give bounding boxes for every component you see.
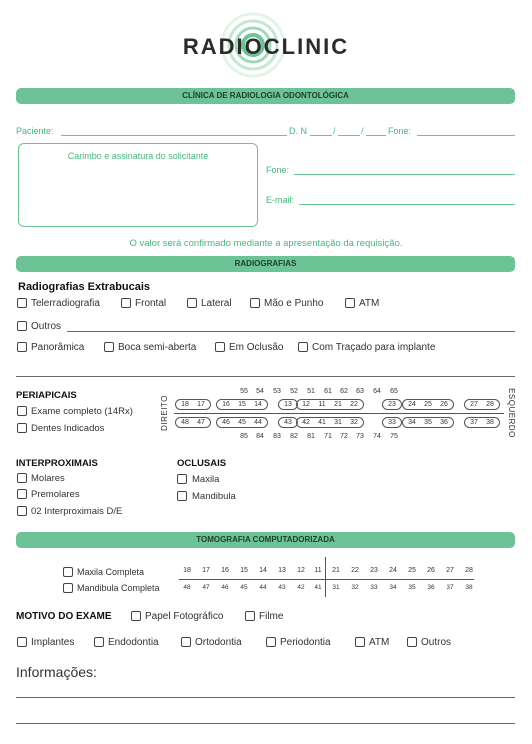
mao-e-punho-label: Mão e Punho bbox=[264, 298, 324, 309]
oclusais-title: OCLUSAIS bbox=[177, 458, 227, 469]
filme-checkbox[interactable] bbox=[245, 611, 255, 621]
tomo-divider-v bbox=[325, 557, 326, 597]
panoramica-checkbox[interactable] bbox=[17, 342, 27, 352]
endodontia-purpose-checkbox[interactable] bbox=[94, 637, 104, 647]
tomo-tooth-15[interactable]: 15 bbox=[240, 567, 248, 574]
tomo-tooth-14[interactable]: 14 bbox=[259, 567, 267, 574]
com-tracado-para-implante-label: Com Traçado para implante bbox=[312, 342, 436, 353]
tomo-tooth-17[interactable]: 17 bbox=[202, 567, 210, 574]
tooth-group[interactable] bbox=[296, 399, 364, 410]
atm-purpose-checkbox[interactable] bbox=[355, 637, 365, 647]
tomo-tooth-44[interactable]: 44 bbox=[259, 584, 267, 591]
tooth-group[interactable] bbox=[296, 417, 364, 428]
tooth-15[interactable]: 15 bbox=[238, 401, 246, 408]
outros-line[interactable] bbox=[67, 331, 515, 332]
implantes-purpose-label: Implantes bbox=[31, 637, 75, 648]
tooth-44[interactable]: 44 bbox=[254, 419, 262, 426]
em-oclusao-label: Em Oclusão bbox=[229, 342, 284, 353]
clinic-title-bar: CLÍNICA DE RADIOLOGIA ODONTOLÓGICA bbox=[16, 88, 515, 104]
tomografia-bar: TOMOGRAFIA COMPUTADORIZADA bbox=[16, 532, 515, 548]
maxila-checkbox[interactable] bbox=[177, 474, 187, 484]
interproximais-title: INTERPROXIMAIS bbox=[16, 458, 98, 469]
tomo-tooth-13[interactable]: 13 bbox=[278, 567, 286, 574]
deciduous-tooth-85[interactable]: 85 bbox=[240, 433, 248, 440]
dn-slash-1: / bbox=[333, 126, 336, 136]
deciduous-tooth-64[interactable]: 64 bbox=[373, 388, 381, 395]
tooth-23[interactable]: 23 bbox=[388, 401, 396, 408]
mandibula-completa-label: Mandibula Completa bbox=[77, 583, 160, 593]
premolares-checkbox[interactable] bbox=[17, 489, 27, 499]
deciduous-tooth-73[interactable]: 73 bbox=[356, 433, 364, 440]
dentes-indicados-label: Dentes Indicados bbox=[31, 423, 105, 434]
tooth-12[interactable]: 12 bbox=[302, 401, 310, 408]
mandibula-checkbox[interactable] bbox=[177, 491, 187, 501]
implantes-purpose-checkbox[interactable] bbox=[17, 637, 27, 647]
deciduous-tooth-54[interactable]: 54 bbox=[256, 388, 264, 395]
stamp-box[interactable] bbox=[18, 143, 258, 227]
tooth-28[interactable]: 28 bbox=[486, 401, 494, 408]
fone-label: Fone: bbox=[388, 126, 412, 136]
direito-label: DIREITO bbox=[160, 395, 169, 431]
deciduous-tooth-53[interactable]: 53 bbox=[273, 388, 281, 395]
section-divider bbox=[16, 376, 515, 377]
maxila-label: Maxila bbox=[192, 474, 220, 485]
maxila-completa-checkbox[interactable] bbox=[63, 567, 73, 577]
tooth-38[interactable]: 38 bbox=[486, 419, 494, 426]
dn-month-line[interactable] bbox=[338, 135, 360, 136]
tomo-tooth-47[interactable]: 47 bbox=[202, 584, 210, 591]
tooth-35[interactable]: 35 bbox=[424, 419, 432, 426]
dn-year-line[interactable] bbox=[366, 135, 386, 136]
deciduous-tooth-65[interactable]: 65 bbox=[390, 388, 398, 395]
tooth-group[interactable] bbox=[402, 417, 454, 428]
tomo-tooth-24[interactable]: 24 bbox=[389, 567, 397, 574]
tomo-tooth-46[interactable]: 46 bbox=[221, 584, 229, 591]
outros-checkbox[interactable] bbox=[17, 321, 27, 331]
tooth-47[interactable]: 47 bbox=[197, 419, 205, 426]
tooth-group[interactable] bbox=[464, 399, 500, 410]
exame-completo-checkbox[interactable] bbox=[17, 406, 27, 416]
deciduous-tooth-72[interactable]: 72 bbox=[340, 433, 348, 440]
mao-e-punho-checkbox[interactable] bbox=[250, 298, 260, 308]
deciduous-tooth-63[interactable]: 63 bbox=[356, 388, 364, 395]
periodontia-purpose-label: Periodontia bbox=[280, 637, 331, 648]
tooth-46[interactable]: 46 bbox=[222, 419, 230, 426]
deciduous-tooth-62[interactable]: 62 bbox=[340, 388, 348, 395]
tooth-group[interactable] bbox=[278, 417, 298, 428]
deciduous-tooth-71[interactable]: 71 bbox=[324, 433, 332, 440]
tomo-tooth-23[interactable]: 23 bbox=[370, 567, 378, 574]
extrabucais-title: Radiografias Extrabucais bbox=[18, 281, 151, 293]
tomo-tooth-12[interactable]: 12 bbox=[297, 567, 305, 574]
02-interproximais-d-e-label: 02 Interproximais D/E bbox=[31, 506, 123, 517]
info-line-1[interactable] bbox=[16, 697, 515, 698]
tooth-37[interactable]: 37 bbox=[470, 419, 478, 426]
telerradiografia-label: Telerradiografia bbox=[31, 298, 100, 309]
tooth-32[interactable]: 32 bbox=[350, 419, 358, 426]
mandibula-label: Mandibula bbox=[192, 491, 236, 502]
logo bbox=[160, 10, 372, 80]
dn-day-line[interactable] bbox=[310, 135, 332, 136]
teeth-divider bbox=[174, 413, 504, 414]
tomo-tooth-21[interactable]: 21 bbox=[332, 567, 340, 574]
tomo-tooth-25[interactable]: 25 bbox=[408, 567, 416, 574]
tooth-group[interactable] bbox=[175, 399, 211, 410]
dn-slash-2: / bbox=[361, 126, 364, 136]
tomo-tooth-36[interactable]: 36 bbox=[427, 584, 435, 591]
tomo-tooth-22[interactable]: 22 bbox=[351, 567, 359, 574]
outros-purpose-label: Outros bbox=[421, 637, 452, 648]
deciduous-tooth-61[interactable]: 61 bbox=[324, 388, 332, 395]
frontal-label: Frontal bbox=[135, 298, 167, 309]
tooth-14[interactable]: 14 bbox=[254, 401, 262, 408]
tooth-43[interactable]: 43 bbox=[284, 419, 292, 426]
tomo-tooth-18[interactable]: 18 bbox=[183, 567, 191, 574]
tomo-tooth-41[interactable]: 41 bbox=[314, 584, 322, 591]
fone2-label: Fone: bbox=[266, 165, 290, 175]
tooth-21[interactable]: 21 bbox=[334, 401, 342, 408]
deciduous-tooth-84[interactable]: 84 bbox=[256, 433, 264, 440]
email-line[interactable] bbox=[299, 204, 515, 205]
tooth-25[interactable]: 25 bbox=[424, 401, 432, 408]
02-interproximais-d-e-checkbox[interactable] bbox=[17, 506, 27, 516]
lateral-label: Lateral bbox=[201, 298, 232, 309]
tooth-group[interactable] bbox=[382, 417, 402, 428]
patient-line[interactable] bbox=[61, 135, 287, 136]
tooth-24[interactable]: 24 bbox=[408, 401, 416, 408]
tooth-22[interactable]: 22 bbox=[350, 401, 358, 408]
tomo-tooth-16[interactable]: 16 bbox=[221, 567, 229, 574]
molares-label: Molares bbox=[31, 473, 65, 484]
deciduous-tooth-83[interactable]: 83 bbox=[273, 433, 281, 440]
tomo-tooth-48[interactable]: 48 bbox=[183, 584, 191, 591]
tooth-group[interactable] bbox=[216, 399, 268, 410]
tomo-tooth-33[interactable]: 33 bbox=[370, 584, 378, 591]
ortodontia-purpose-checkbox[interactable] bbox=[181, 637, 191, 647]
tooth-group[interactable] bbox=[402, 399, 454, 410]
deciduous-tooth-81[interactable]: 81 bbox=[307, 433, 315, 440]
dentes-indicados-checkbox[interactable] bbox=[17, 423, 27, 433]
price-note: O valor será confirmado mediante a apresentação da requisição. bbox=[129, 238, 403, 249]
tomo-tooth-34[interactable]: 34 bbox=[389, 584, 397, 591]
deciduous-tooth-74[interactable]: 74 bbox=[373, 433, 381, 440]
radiografias-bar: RADIOGRAFIAS bbox=[16, 256, 515, 272]
ortodontia-purpose-label: Ortodontia bbox=[195, 637, 242, 648]
tooth-42[interactable]: 42 bbox=[302, 419, 310, 426]
papel-fotografico-checkbox[interactable] bbox=[131, 611, 141, 621]
tooth-13[interactable]: 13 bbox=[284, 401, 292, 408]
brand-name: RADIOCLINIC bbox=[182, 34, 350, 59]
tomo-tooth-32[interactable]: 32 bbox=[351, 584, 359, 591]
deciduous-tooth-51[interactable]: 51 bbox=[307, 388, 315, 395]
lateral-checkbox[interactable] bbox=[187, 298, 197, 308]
telerradiografia-checkbox[interactable] bbox=[17, 298, 27, 308]
tomo-tooth-26[interactable]: 26 bbox=[427, 567, 435, 574]
email-label: E-mail: bbox=[266, 195, 295, 205]
periapicais-title: PERIAPICAIS bbox=[16, 390, 77, 401]
molares-checkbox[interactable] bbox=[17, 473, 27, 483]
tomo-tooth-35[interactable]: 35 bbox=[408, 584, 416, 591]
tomo-divider-h bbox=[179, 579, 474, 580]
deciduous-tooth-82[interactable]: 82 bbox=[290, 433, 298, 440]
exame-completo-label: Exame completo (14Rx) bbox=[31, 406, 133, 417]
tooth-16[interactable]: 16 bbox=[222, 401, 230, 408]
deciduous-tooth-55[interactable]: 55 bbox=[240, 388, 248, 395]
info-line-2[interactable] bbox=[16, 723, 515, 724]
tooth-group[interactable] bbox=[175, 417, 211, 428]
outros-purpose-checkbox[interactable] bbox=[407, 637, 417, 647]
fone2-line[interactable] bbox=[294, 174, 515, 175]
boca-semi-aberta-label: Boca semi-aberta bbox=[118, 342, 197, 353]
tooth-34[interactable]: 34 bbox=[408, 419, 416, 426]
tomo-tooth-11[interactable]: 11 bbox=[314, 567, 322, 574]
tooth-group[interactable] bbox=[278, 399, 298, 410]
tomo-tooth-31[interactable]: 31 bbox=[332, 584, 340, 591]
motivo-title: MOTIVO DO EXAME bbox=[16, 611, 112, 622]
tomo-tooth-45[interactable]: 45 bbox=[240, 584, 248, 591]
em-oclusao-checkbox[interactable] bbox=[215, 342, 225, 352]
outros-label: Outros bbox=[31, 321, 62, 332]
stamp-box-label: Carimbo e assinatura do solicitante bbox=[67, 151, 209, 161]
papel-fotografico-label: Papel Fotográfico bbox=[145, 611, 224, 622]
tooth-41[interactable]: 41 bbox=[318, 419, 326, 426]
tomo-tooth-37[interactable]: 37 bbox=[446, 584, 454, 591]
fone-line[interactable] bbox=[417, 135, 515, 136]
frontal-checkbox[interactable] bbox=[121, 298, 131, 308]
filme-label: Filme bbox=[259, 611, 284, 622]
tomo-tooth-42[interactable]: 42 bbox=[297, 584, 305, 591]
tooth-33[interactable]: 33 bbox=[388, 419, 396, 426]
tooth-18[interactable]: 18 bbox=[181, 401, 189, 408]
panoramica-label: Panorâmica bbox=[31, 342, 85, 353]
premolares-label: Premolares bbox=[31, 489, 80, 500]
periodontia-purpose-checkbox[interactable] bbox=[266, 637, 276, 647]
tooth-45[interactable]: 45 bbox=[238, 419, 246, 426]
boca-semi-aberta-checkbox[interactable] bbox=[104, 342, 114, 352]
tooth-26[interactable]: 26 bbox=[440, 401, 448, 408]
tooth-48[interactable]: 48 bbox=[181, 419, 189, 426]
tooth-31[interactable]: 31 bbox=[334, 419, 342, 426]
com-tracado-para-implante-checkbox[interactable] bbox=[298, 342, 308, 352]
tooth-17[interactable]: 17 bbox=[197, 401, 205, 408]
patient-label: Paciente: bbox=[16, 126, 54, 136]
tooth-36[interactable]: 36 bbox=[440, 419, 448, 426]
atm-label: ATM bbox=[359, 298, 380, 309]
deciduous-tooth-75[interactable]: 75 bbox=[390, 433, 398, 440]
esquerdo-label: ESQUERDO bbox=[507, 388, 516, 438]
tooth-group[interactable] bbox=[216, 417, 268, 428]
tomo-tooth-43[interactable]: 43 bbox=[278, 584, 286, 591]
mandibula-completa-checkbox[interactable] bbox=[63, 583, 73, 593]
dn-label: D. N bbox=[289, 126, 307, 136]
tomo-tooth-38[interactable]: 38 bbox=[465, 584, 473, 591]
atm-purpose-label: ATM bbox=[369, 637, 390, 648]
tooth-11[interactable]: 11 bbox=[318, 401, 326, 408]
deciduous-tooth-52[interactable]: 52 bbox=[290, 388, 298, 395]
tooth-group[interactable] bbox=[464, 417, 500, 428]
endodontia-purpose-label: Endodontia bbox=[108, 637, 159, 648]
atm-checkbox[interactable] bbox=[345, 298, 355, 308]
informacoes-title: Informações: bbox=[16, 664, 97, 680]
maxila-completa-label: Maxila Completa bbox=[77, 567, 145, 577]
tomo-tooth-27[interactable]: 27 bbox=[446, 567, 454, 574]
tooth-group[interactable] bbox=[382, 399, 402, 410]
tooth-27[interactable]: 27 bbox=[470, 401, 478, 408]
tomo-tooth-28[interactable]: 28 bbox=[465, 567, 473, 574]
